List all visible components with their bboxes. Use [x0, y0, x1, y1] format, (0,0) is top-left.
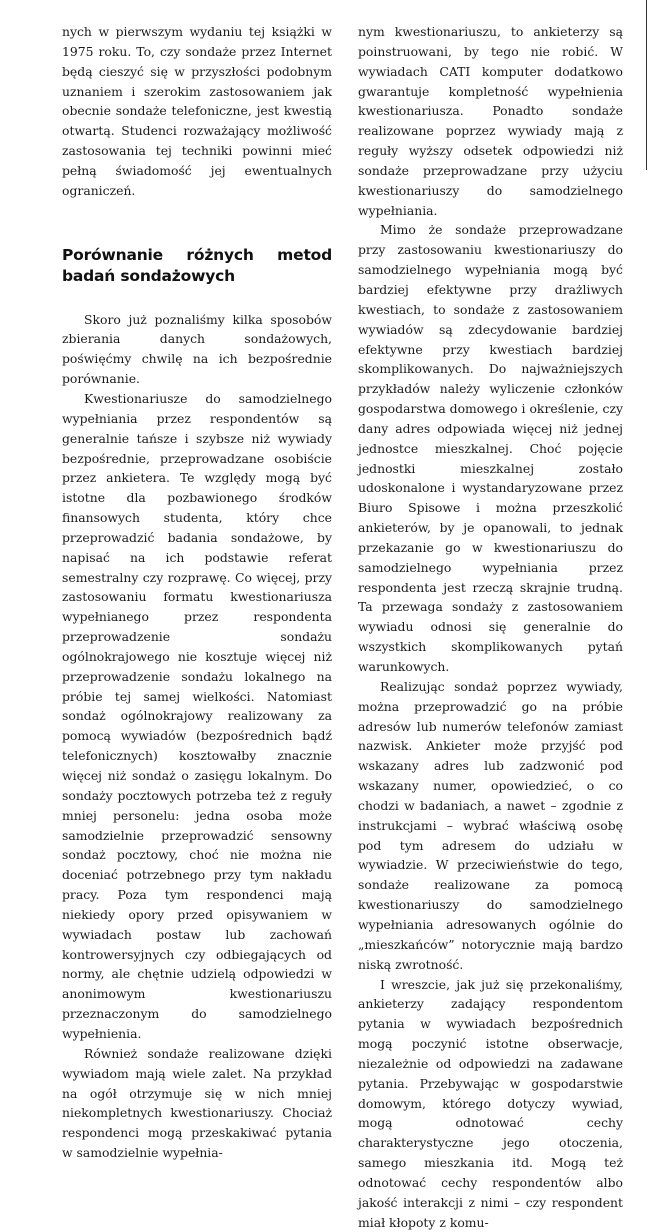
intro-paragraph: nych w pierwszym wydaniu tej książki w 1975 roku. To, czy sondaże przez Internet będą cieszyć się w przyszłości podobnym uznaniem i szerokim zastosowaniem jak obecnie sondaże telefoniczne, jest kwestią otwartą. Studenci rozważający możliwość zastosowania tej techniki powinni mieć pełną świadomość jej ewentualnych ograniczeń.	[62, 22, 332, 201]
paragraph: Mimo że sondaże przeprowadzane przy zastosowaniu kwestionariuszy do samodzielnego wypełniania mogą być bardziej efektywne przy drażliwych kwestiach, to sondaże z zastosowaniem wywiadów są zdecydowanie bardziej efektywne przy kwestiach bardziej skomplikowanych. Do najważniejszych przykładów należy wyliczenie członków gospodarstwa domowego i określenie, czy dany adres odpowiada więcej niż jednej jednostce mieszkalnej. Choć pojęcie jednostki mieszkalnej zostało udoskonalone i wystandaryzowane przez Biuro Spisowe i można przeszkolić ankieterów, by je opanowali, to jednak przekazanie go w kwestionariuszu do samodzielnego wypełniania przez respondenta jest rzeczą skrajnie trudną. Ta przewaga sondaży z zastosowaniem wywiadu odnosi się generalnie do wszystkich skomplikowanych pytań warunkowych.	[358, 220, 623, 676]
paragraph: I wreszcie, jak już się przekonaliśmy, ankieterzy zadający respondentom pytania w wywiadach bezpośrednich mogą poczynić istotne obserwacje, niezależnie od odpowiedzi na zadawane pytania. Przebywając w gospodarstwie domowym, którego dotyczy wywiad, mogą odnotować cechy charakterystyczne jego otoczenia, samego mieszkania itd. Mogą też odnotować cechy respondentów albo jakość interakcji z nimi – czy respondent miał kłopoty z komu-	[358, 975, 623, 1232]
page-edge-line	[646, 0, 647, 170]
right-column	[358, 22, 623, 1232]
paragraph: Również sondaże realizowane dzięki wywiadom mają wiele zalet. Na przykład na ogół otrzymuje się w nich mniej niekompletnych kwestionariuszy. Chociaż respondenci mogą przeskakiwać pytania w samodzielnie wypełnia-	[62, 1044, 332, 1163]
continued-paragraph: nym kwestionariuszu, to ankieterzy są poinstruowani, by tego nie robić. W wywiadach CATI komputer dodatkowo gwarantuje kompletność wypełnienia kwestionariusza. Ponadto sondaże realizowane poprzez wywiady mają z reguły wyższy odsetek odpowiedzi niż sondaże przeprowadzane przy użyciu kwestionariuszy do samodzielnego wypełniania.	[358, 22, 623, 220]
section-heading: Porównanie różnych metod badań sondażowych	[62, 245, 332, 287]
paragraph: Kwestionariusze do samodzielnego wypełniania przez respondentów są generalnie tańsze i szybsze niż wywiady bezpośrednie, przeprowadzane osobiście przez ankietera. Te względy mogą być istotne dla pozbawionego środków finansowych studenta, który chce przeprowadzić badania sondażowe, by napisać na ich podstawie referat semestralny czy rozprawę. Co więcej, przy zastosowaniu formatu kwestionariusza wypełnianego przez respondenta przeprowadzenie sondażu ogólnokrajowego nie kosztuje więcej niż przeprowadzenie sondażu lokalnego na próbie tej samej wielkości. Natomiast sondaż ogólnokrajowy realizowany za pomocą wywiadów (bezpośrednich bądź telefonicznych) kosztowałby znacznie więcej niż sondaż o zasięgu lokalnym. Do sondaży pocztowych potrzeba też z reguły mniej personelu: jedna osoba może samodzielnie przeprowadzić sensowny sondaż pocztowy, choć nie można nie doceniać potrzebnego przy tym nakładu pracy. Poza tym respondenci mają niekiedy opory przed opisywaniem w wywiadach postaw lub zachowań kontrowersyjnych czy odbiegających od normy, ale chętnie udzielą odpowiedzi w anonimowym kwestionariuszu przeznaczonym do samodzielnego wypełnienia.	[62, 389, 332, 1044]
paragraph: Realizując sondaż poprzez wywiady, można przeprowadzić go na próbie adresów lub numerów telefonów zamiast nazwisk. Ankieter może przyjść pod wskazany adres lub zadzwonić pod wskazany numer, opowiedzieć, o co chodzi w badaniach, a nawet – zgodnie z instrukcjami – wybrać właściwą osobę pod tym adresem do udziału w wywiadzie. W przeciwieństwie do tego, sondaże realizowane za pomocą kwestionariuszy do samodzielnego wypełniania adresowanych ogólnie do „mieszkańców” notorycznie mają bardzo niską zwrotność.	[358, 677, 623, 975]
paragraph: Skoro już poznaliśmy kilka sposobów zbierania danych sondażowych, poświęćmy chwilę na ich bezpośrednie porównanie.	[62, 310, 332, 389]
left-column	[62, 22, 332, 1163]
